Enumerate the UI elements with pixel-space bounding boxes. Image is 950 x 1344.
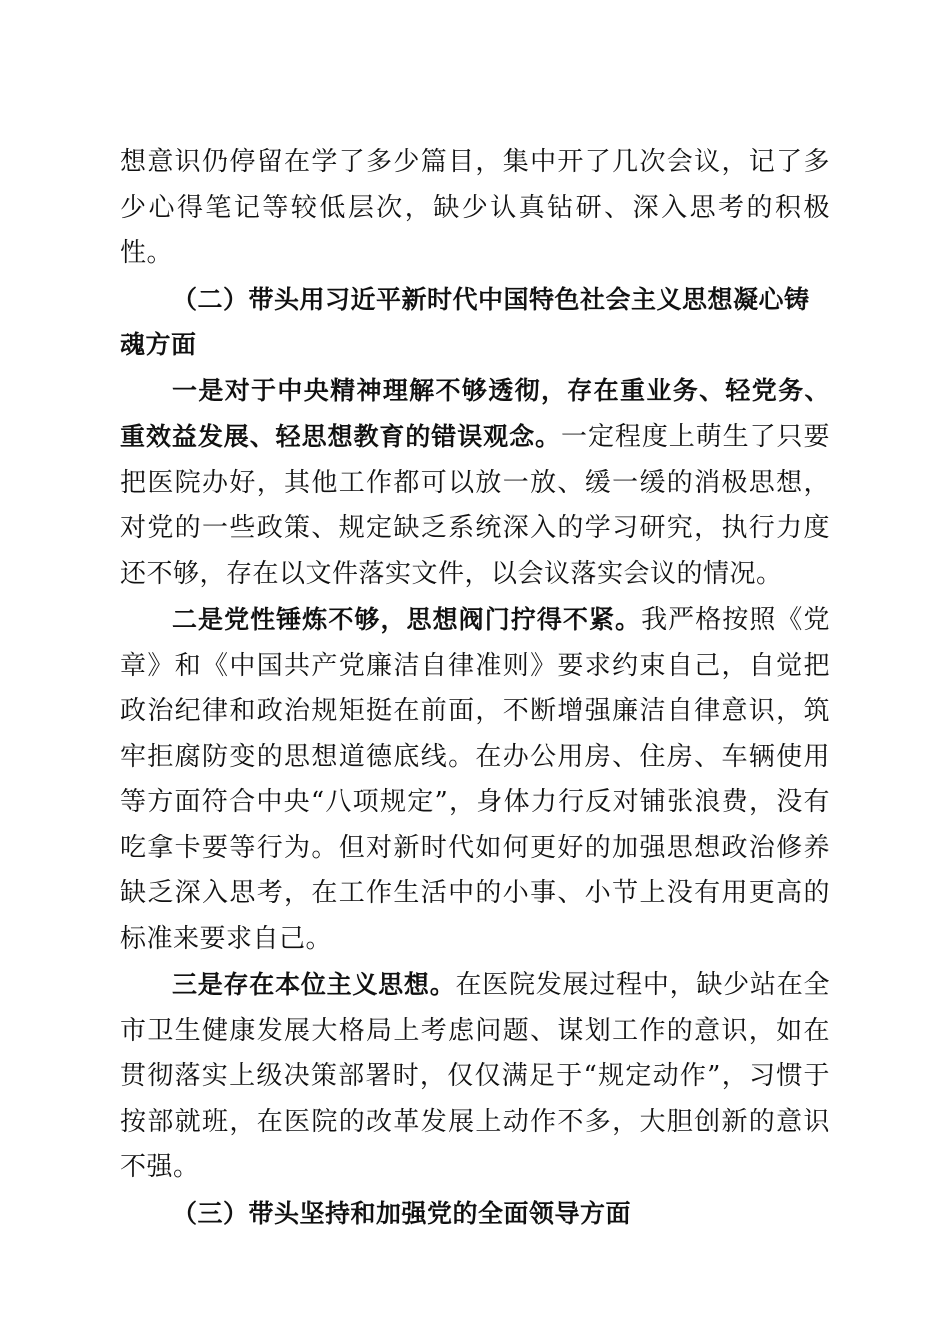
section-heading-2: （二）带头用习近平新时代中国特色社会主义思想凝心铸魂方面 (120, 284, 810, 359)
item-1-lead: 一是对于中央精神理解不够透彻，存在重业务、轻党务、重效益发展、轻思想教育的错误观念。 (120, 375, 830, 451)
item-3-lead: 三是存在本位主义思想。 (172, 970, 456, 999)
continuation-paragraph: 想意识仍停留在学了多少篇目，集中开了几次会议，记了多少心得笔记等较低层次，缺少认真钻研、深入思考的积极性。 (120, 147, 830, 268)
item-2-lead: 二是党性锤炼不够，思想阀门拧得不紧。 (172, 605, 642, 634)
item-1-paragraph (120, 368, 830, 598)
document-page (120, 140, 830, 1236)
item-1-body: 一定程度上萌生了只要把医院办好，其他工作都可以放一放、缓一缓的消极思想，对党的一些政策、规定缺乏系统深入的学习研究，执行力度还不够，存在以文件落实文件，以会议落实会议的情况。 (120, 422, 830, 589)
item-2-paragraph (120, 597, 830, 962)
item-3-paragraph (120, 962, 830, 1191)
item-2-body: 我严格按照《党章》和《中国共产党廉洁自律准则》要求约束自己，自觉把政治纪律和政治规矩挺在前面，不断增强廉洁自律意识，筑牢拒腐防变的思想道德底线。在办公用房、住房、车辆使用等方面符合中央“八项规定”，身体力行反对铺张浪费，没有吃拿卡要等行为。但对新时代如何更好的加强思想政治修养缺乏深入思考，在工作生活中的小事、小节上没有用更高的标准来要求自己。 (120, 605, 830, 954)
section-heading-3: （三）带头坚持和加强党的全面领导方面 (172, 1198, 632, 1228)
item-3-body: 在医院发展过程中，缺少站在全市卫生健康发展大格局上考虑问题、谋划工作的意识，如在贯彻落实上级决策部署时，仅仅满足于“规定动作”，习惯于按部就班，在医院的改革发展上动作不多，大胆创新的意识不强。 (120, 970, 830, 1182)
